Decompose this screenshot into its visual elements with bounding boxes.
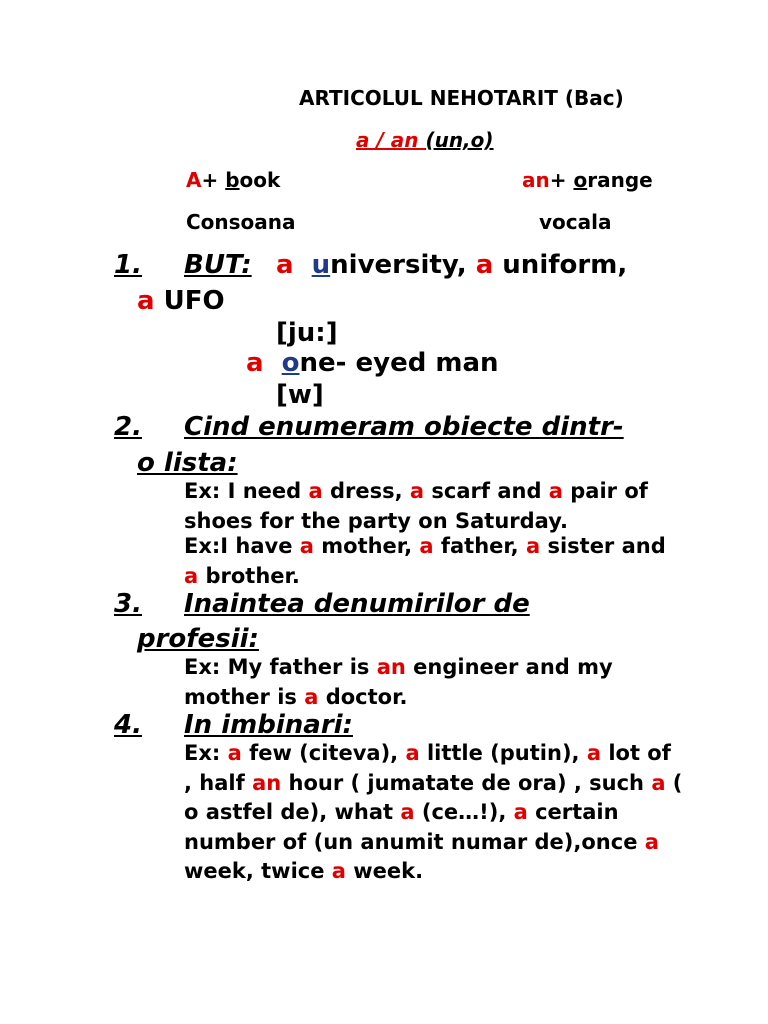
section1-line4 xyxy=(246,348,499,378)
article-an: an xyxy=(252,770,282,795)
example-text: certain number of (un anumit numar de),once xyxy=(184,800,645,854)
article-a: a xyxy=(299,534,314,558)
rule-consonant-rest: ook xyxy=(239,168,281,192)
word-uniform: uniform, xyxy=(502,250,628,280)
accent-letter-o: o xyxy=(281,348,300,378)
subtitle-translation: (un,o) xyxy=(425,128,494,152)
section1-heading: BUT: xyxy=(184,250,252,280)
article-a: a xyxy=(276,250,294,280)
rule-vowel-rest: range xyxy=(587,168,653,192)
example-text: week, twice xyxy=(184,859,332,883)
example-text: mother, xyxy=(313,534,420,558)
example-text: ( o astfel de), what xyxy=(184,770,683,824)
example-text: Ex: My father is xyxy=(184,655,377,679)
label-vowel: vocala xyxy=(539,210,612,234)
article-a: a xyxy=(405,741,420,765)
page-title: ARTICOLUL NEHOTARIT (Bac) xyxy=(299,86,624,110)
example-text: engineer and my mother is xyxy=(184,655,613,709)
article-a: a xyxy=(184,563,199,588)
article-a: a xyxy=(400,800,415,824)
example-text: father, xyxy=(433,534,526,558)
example-text: brother. xyxy=(198,563,300,588)
phonetic-ju: [ju:] xyxy=(276,318,338,348)
example-text: week. xyxy=(345,859,424,883)
example-text: lot of , half xyxy=(184,741,671,795)
section3-number: 3. xyxy=(114,589,142,619)
rule-consonant-plus: + xyxy=(201,168,226,192)
section3-heading-line2: profesii: xyxy=(137,624,259,654)
article-a: a xyxy=(304,684,319,709)
section1-line2 xyxy=(137,286,225,316)
word-university: niversity, xyxy=(330,250,467,280)
section4-heading: In imbinari: xyxy=(184,710,353,740)
article-a: a xyxy=(137,286,155,316)
example-text: Ex: I need xyxy=(184,479,309,503)
article-a: a xyxy=(308,479,323,503)
article-a: a xyxy=(548,479,563,503)
article-a: a xyxy=(331,859,346,883)
article-a: a xyxy=(475,250,494,280)
section2-number: 2. xyxy=(114,412,142,442)
rule-vowel-plus: + xyxy=(549,168,574,192)
article-a: a xyxy=(227,741,242,765)
article-a: a xyxy=(651,770,666,795)
example-text: Ex:I have xyxy=(184,534,300,558)
section1-number: 1. xyxy=(114,250,142,280)
article-a: a xyxy=(513,800,528,824)
example-text: scarf and xyxy=(424,479,549,503)
section2-heading-line2: o lista: xyxy=(137,448,238,478)
section1-line1 xyxy=(276,250,627,280)
section3-heading-line1: Inaintea denumirilor de xyxy=(184,589,530,619)
rule-vowel-article: an xyxy=(522,168,550,192)
example-text: little (putin), xyxy=(419,741,587,765)
article-a: a xyxy=(586,741,602,765)
section2-heading-line1: Cind enumeram obiecte dintr- xyxy=(184,412,624,442)
section4-example1 xyxy=(184,739,684,887)
rule-consonant-first-letter: b xyxy=(225,168,240,192)
subtitle-article: a / an xyxy=(356,128,426,152)
example-text: few (citeva), xyxy=(241,741,406,765)
example-text: hour ( jumatate de ora) , such xyxy=(281,770,652,795)
label-consonant: Consoana xyxy=(186,210,296,234)
phonetic-w: [w] xyxy=(276,380,324,410)
rule-vowel-first-letter: o xyxy=(573,168,588,192)
section4-number: 4. xyxy=(114,710,142,740)
example-text: sister and xyxy=(540,534,666,558)
section2-example2 xyxy=(184,532,684,591)
example-text: doctor. xyxy=(318,684,408,709)
word-one-eyed-man: ne- eyed man xyxy=(299,348,499,378)
article-a: a xyxy=(525,534,541,558)
accent-letter-u: u xyxy=(311,250,331,280)
article-a: a xyxy=(644,829,659,854)
article-a: a xyxy=(409,479,425,503)
article-a: a xyxy=(419,534,434,558)
example-text: Ex: xyxy=(184,741,228,765)
subtitle xyxy=(356,128,494,152)
article-a: a xyxy=(246,348,264,378)
rule-consonant xyxy=(186,168,280,192)
article-an: an xyxy=(376,655,406,679)
rule-consonant-article: A xyxy=(186,168,202,192)
section3-example1 xyxy=(184,653,684,712)
section2-example1 xyxy=(184,477,684,536)
word-ufo: UFO xyxy=(163,286,225,316)
rule-vowel xyxy=(522,168,653,192)
example-text: pair of shoes for the party on Saturday. xyxy=(184,479,648,533)
example-text: (ce…!), xyxy=(414,800,514,824)
example-text: dress, xyxy=(322,479,410,503)
